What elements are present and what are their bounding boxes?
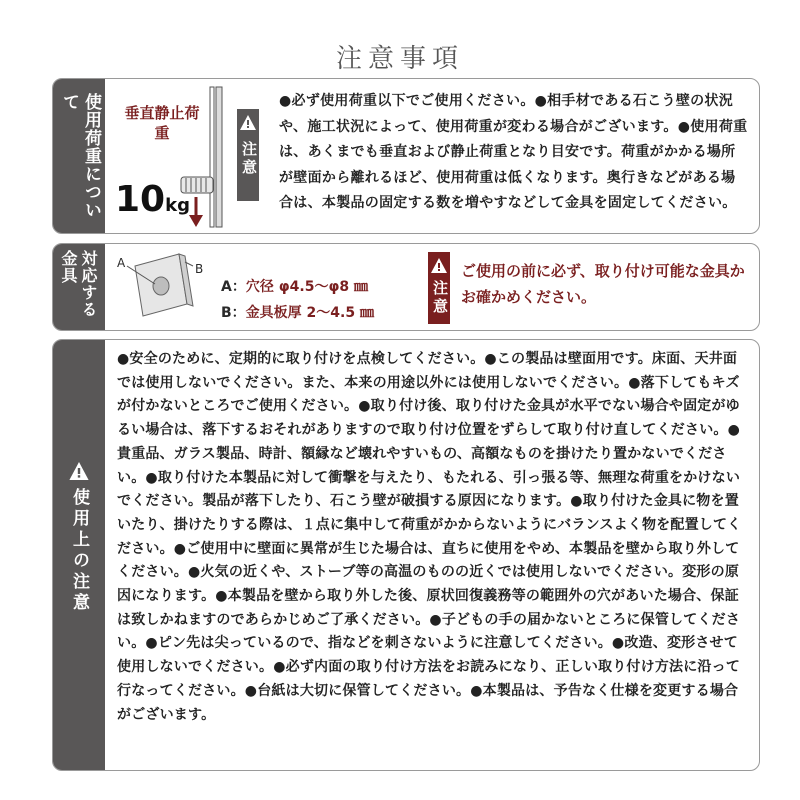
label-a: A <box>117 256 126 270</box>
hardware-warning-label: 注意 <box>431 280 449 316</box>
label-b: B <box>195 262 204 276</box>
load-warning-tag <box>237 109 259 201</box>
spec-b-prefix: B： <box>221 305 246 321</box>
load-figure-label: 垂直静止荷重 <box>124 104 200 142</box>
hardware-section-side <box>53 244 105 330</box>
usage-precautions-section <box>52 339 760 771</box>
load-section-side <box>53 79 105 233</box>
usage-section-side <box>53 340 105 770</box>
hardware-warning-text: ご使用の前に必ず、取り付け可能な金具かお確かめください。 <box>461 262 745 306</box>
load-weight-unit: kg <box>165 195 190 216</box>
load-notes: ●必ず使用荷重以下でご使用ください。●相手材である石こう壁の状況や、施工状況によって、使用荷重が変わる場合がございます。●使用荷重は、あくまでも垂直および静止荷重となり目安です。荷重がかかる場所が壁面から離れるほど、使用荷重は低くなります。奥行きなどがある場合は、本製品の固定する数を増やすなどして金具を固定してください。 <box>279 93 748 211</box>
load-warning-label: 注意 <box>240 141 258 177</box>
warning-icon <box>69 462 89 480</box>
hardware-spec-b <box>221 302 374 322</box>
hardware-spec-a <box>221 276 368 296</box>
hardware-section-label: 対応する金具 <box>59 250 98 318</box>
page-title: 注意事項 <box>335 44 464 74</box>
usage-section-label: 使用上の注意 <box>69 488 89 614</box>
spec-a-value: 穴径 φ4.5〜φ8 ㎜ <box>245 279 369 295</box>
warning-icon <box>240 115 256 130</box>
load-section-label: 使用荷重について <box>59 93 101 219</box>
warning-icon <box>431 258 447 273</box>
compatible-hardware-section <box>52 243 760 331</box>
usage-notes: ●安全のために、定期的に取り付けを点検してください。●この製品は壁面用です。床面、天井面では使用しないでください。また、本来の用途以外には使用しないでください。●落下してもキズが付かないところでご使用ください。●取り付け後、取り付けた金具が水平でない場合や固定がゆるい場合は、落下するおそれがありますので取り付け位置をずらして取り付け直してください。●貴重品、ガラス製品、時計、額縁など壊れやすいもの、高額なものを掛けたり置かないでください。●取り付けた本製品に対して衝撃を与えたり、もたれる、引っ張る等、無理な荷重をかけないでください。製品が落下したり、石こう壁が破損する原因になります。●取り付けた金具に物を置いたり、掛けたりする際は、１点に集中して荷重がかからないようにバランスよく物を配置してください。●ご使用中に壁面に異常が生じた場合は、直ちに使用をやめ、本製品を壁から取り外してください。●火気の近くや、ストーブ等の高温のものの近くでは使用しないでください。変形の原因になります。●本製品を壁から取り外した後、原状回復義務等の範囲外の穴があいた場合、保証は致しかねますのであらかじめご了承ください。●子どもの手の届かないところに保管してください。●ピン先は尖っているので、指などを刺さないように注意してください。●改造、変形させて使用しないでください。●必ず内面の取り付け方法をお読みになり、正しい取り付け方法に沿って行なってください。●台紙は大切に保管してください。●本製品は、予告なく仕様を変更する場合がございます。 <box>117 351 742 723</box>
load-weight-number: 10 <box>115 179 166 220</box>
load-weight <box>115 179 190 220</box>
load-section <box>52 78 760 234</box>
spec-b-value: 金具板厚 2〜4.5 ㎜ <box>245 305 374 321</box>
hardware-warning-tag <box>428 252 450 324</box>
spec-a-prefix: A： <box>221 279 246 295</box>
